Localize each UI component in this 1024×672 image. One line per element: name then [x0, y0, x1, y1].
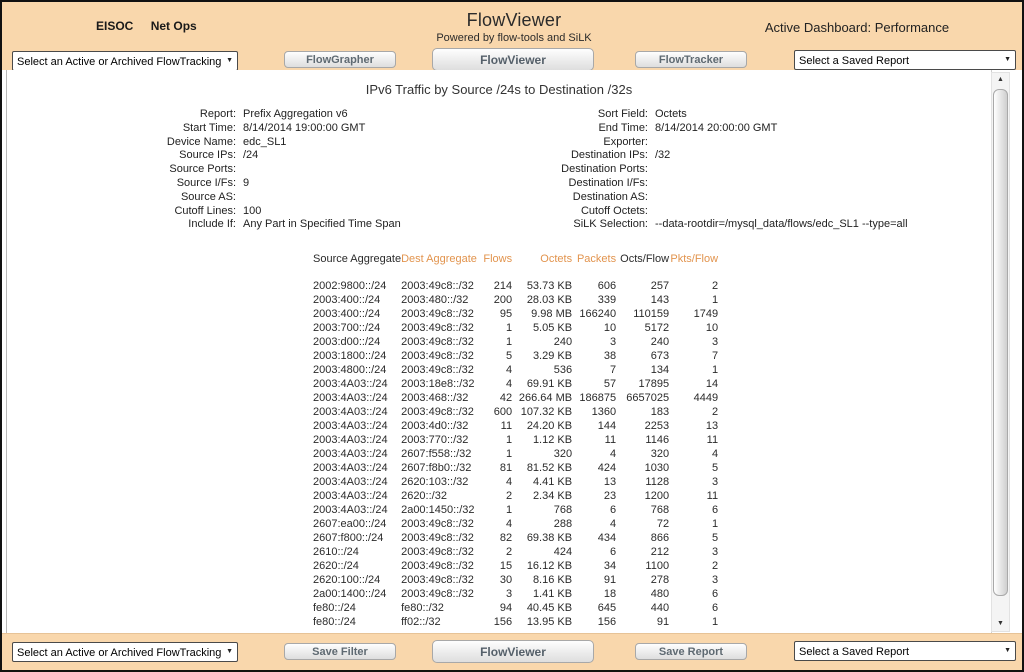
table-row — [313, 405, 718, 419]
column-header-packets[interactable]: Packets — [576, 253, 617, 265]
table-cell: 200 — [493, 294, 513, 306]
report-title: IPv6 Traffic by Source /24s to Destination /32s — [365, 82, 633, 97]
table-cell: 2003:4A03::/24 — [313, 490, 388, 502]
report-param-row — [515, 163, 908, 177]
table-row — [313, 601, 718, 615]
report-param-row — [515, 218, 908, 232]
table-cell: 144 — [597, 420, 617, 432]
saved-report-select-top-control[interactable] — [795, 52, 1015, 70]
table-cell: 1 — [505, 504, 513, 516]
table-cell: 82 — [499, 532, 513, 544]
table-cell: 2003:480::/32 — [401, 294, 469, 306]
table-cell: 212 — [650, 546, 670, 558]
table-cell: 11 — [500, 420, 513, 432]
report-param-row — [103, 218, 401, 232]
table-row — [313, 531, 718, 545]
table-cell: 2607:f800::/24 — [313, 532, 384, 544]
table-cell: 257 — [650, 280, 670, 292]
table-cell: 91 — [603, 574, 617, 586]
table-cell: 3 — [711, 336, 719, 348]
table-cell: 69.38 KB — [526, 532, 573, 544]
report-param-row — [515, 191, 908, 205]
table-cell: 81 — [499, 462, 513, 474]
report-param-row — [515, 108, 908, 122]
table-cell: 1360 — [591, 406, 617, 418]
param-label: Start Time: — [182, 121, 236, 134]
table-cell: 4 — [609, 448, 617, 460]
table-cell: 143 — [650, 294, 670, 306]
report-param-row — [103, 108, 401, 122]
table-row — [313, 391, 718, 405]
saved-report-select-top[interactable] — [794, 50, 1016, 70]
table-cell: 10 — [603, 322, 617, 334]
report-param-row — [103, 136, 401, 150]
table-cell: 2003:49c8::/32 — [401, 280, 474, 292]
param-label: Exporter: — [603, 135, 648, 148]
table-cell: 1146 — [645, 434, 670, 446]
table-cell: 16.12 KB — [526, 560, 573, 572]
app-title: FlowViewer — [466, 10, 562, 30]
table-cell: 183 — [650, 406, 670, 418]
table-cell: 13.95 KB — [526, 616, 573, 628]
save-filter-button[interactable]: Save Filter — [284, 643, 396, 660]
table-cell: 4 — [609, 518, 617, 530]
table-cell: 434 — [597, 532, 617, 544]
table-cell: 2253 — [644, 420, 670, 432]
table-cell: 4 — [505, 518, 513, 530]
table-cell: 1749 — [693, 308, 719, 320]
table-cell: 2.34 KB — [532, 490, 573, 502]
chevron-down-icon: ▼ — [226, 648, 233, 655]
table-cell: 1100 — [645, 560, 670, 572]
table-cell: 2 — [711, 280, 719, 292]
report-param-row — [515, 177, 908, 191]
table-cell: 110159 — [633, 308, 670, 320]
table-cell: 14 — [705, 378, 719, 390]
saved-report-select-bottom-control[interactable] — [795, 643, 1015, 661]
table-row — [313, 293, 718, 307]
scroll-down-icon[interactable]: ▼ — [997, 620, 1004, 627]
app-subtitle: Powered by flow-tools and SiLK — [436, 32, 592, 44]
app-header — [314, 10, 714, 44]
vertical-scrollbar[interactable] — [991, 72, 1010, 632]
table-row — [313, 545, 718, 559]
table-cell: 5 — [711, 532, 719, 544]
report-param-row — [515, 205, 908, 219]
table-cell: 11 — [706, 434, 719, 446]
table-cell: 2003:4800::/24 — [313, 364, 387, 376]
table-cell: 2620::/24 — [313, 560, 359, 572]
param-label: End Time: — [598, 121, 648, 134]
table-row — [313, 279, 718, 293]
table-cell: 3 — [711, 546, 719, 558]
table-cell: 57 — [603, 378, 617, 390]
table-cell: 320 — [650, 448, 670, 460]
table-cell: 2003:4A03::/24 — [313, 420, 388, 432]
flowtracking-select-top-control[interactable] — [13, 53, 237, 71]
table-row — [313, 349, 718, 363]
table-cell: 18 — [603, 588, 617, 600]
saved-report-select-bottom[interactable] — [794, 641, 1016, 661]
flowviewer-button-top[interactable]: FlowViewer — [432, 48, 594, 71]
table-cell: 214 — [493, 280, 513, 292]
table-cell: fe80::/24 — [313, 616, 356, 628]
link-net-ops[interactable]: Net Ops — [150, 19, 197, 33]
table-cell: 2003:4A03::/24 — [313, 434, 388, 446]
table-cell: 2003:49c8::/32 — [401, 546, 474, 558]
report-content — [6, 70, 992, 636]
column-header-octets[interactable]: Octets — [540, 253, 573, 265]
report-param-row — [103, 191, 401, 205]
table-cell: 2003:700::/24 — [313, 322, 381, 334]
table-cell: 240 — [553, 336, 573, 348]
table-cell: 4 — [505, 378, 513, 390]
table-cell: 4 — [505, 364, 513, 376]
param-label: Report: — [199, 108, 236, 120]
param-label: Destination Ports: — [561, 163, 648, 176]
table-row — [313, 559, 718, 573]
table-cell: 6657025 — [626, 392, 670, 404]
column-header-octs-flow: Octs/Flow — [620, 253, 670, 265]
column-header-flows[interactable]: Flows — [483, 253, 513, 265]
param-value: edc_SL1 — [243, 135, 287, 148]
table-cell: 1.12 KB — [532, 434, 573, 446]
table-cell: 6 — [609, 546, 617, 558]
table-cell: 2607:f8b0::/32 — [401, 462, 472, 474]
param-value: Prefix Aggregation v6 — [243, 108, 348, 120]
table-cell: 1.41 KB — [532, 588, 573, 600]
table-cell: 2003:49c8::/32 — [401, 532, 474, 544]
report-param-row — [103, 163, 401, 177]
flowtracking-select-top[interactable] — [12, 51, 238, 71]
table-cell: 3 — [711, 476, 719, 488]
table-cell: 5172 — [644, 322, 670, 334]
table-row — [313, 503, 718, 517]
table-cell: 81.52 KB — [526, 462, 573, 474]
table-cell: 2003:49c8::/32 — [401, 336, 474, 348]
param-label: Source IPs: — [179, 149, 236, 162]
table-cell: 3 — [609, 336, 617, 348]
table-cell: 645 — [597, 602, 617, 614]
table-cell: 186875 — [579, 392, 617, 404]
param-label: Source AS: — [180, 190, 236, 203]
table-cell: 2003:49c8::/32 — [401, 406, 474, 418]
table-cell: 2003:49c8::/32 — [401, 518, 474, 530]
report-params-left — [103, 108, 401, 232]
table-cell: 320 — [553, 448, 573, 460]
table-cell: 2003:400::/24 — [313, 308, 381, 320]
param-label: Device Name: — [166, 135, 236, 148]
table-row — [313, 615, 718, 629]
scrollbar-thumb[interactable] — [993, 89, 1008, 596]
table-cell: 17895 — [638, 378, 670, 390]
table-cell: 866 — [650, 532, 670, 544]
param-label: Destination I/Fs: — [568, 176, 648, 189]
table-cell: 30 — [499, 574, 513, 586]
table-cell: 1200 — [644, 490, 670, 502]
table-cell: 600 — [493, 406, 513, 418]
flow-data-table — [313, 253, 718, 629]
table-cell: 2002:9800::/24 — [313, 280, 387, 292]
flowtracking-select-bottom-control[interactable] — [13, 644, 237, 662]
flowtracking-select-bottom[interactable] — [12, 642, 238, 662]
table-cell: 3 — [505, 588, 513, 600]
report-param-row — [103, 177, 401, 191]
table-cell: 1 — [505, 322, 513, 334]
table-cell: 266.64 MB — [518, 392, 573, 404]
table-cell: 1 — [711, 364, 719, 376]
param-value: Octets — [655, 108, 687, 120]
table-cell: 536 — [553, 364, 573, 376]
table-cell: 2003:4A03::/24 — [313, 406, 388, 418]
table-cell: 134 — [650, 364, 670, 376]
table-cell: 2620:103::/32 — [401, 476, 469, 488]
table-cell: 440 — [650, 602, 670, 614]
table-cell: 1 — [711, 616, 719, 628]
table-cell: 2003:d00::/24 — [313, 336, 381, 348]
table-cell: 13 — [603, 476, 617, 488]
table-cell: 2003:468::/32 — [401, 392, 469, 404]
param-label: Include If: — [188, 218, 236, 231]
param-value: 100 — [243, 204, 262, 217]
table-cell: 3 — [711, 574, 719, 586]
table-cell: 2003:4A03::/24 — [313, 448, 388, 460]
table-header-row — [313, 253, 718, 279]
table-cell: 278 — [650, 574, 670, 586]
flowtracker-button[interactable]: FlowTracker — [635, 51, 747, 68]
table-cell: 768 — [553, 504, 573, 516]
column-header-pkts-flow[interactable]: Pkts/Flow — [670, 253, 719, 265]
table-cell: 2003:49c8::/32 — [401, 364, 474, 376]
report-param-row — [515, 122, 908, 136]
table-cell: 53.73 KB — [526, 280, 573, 292]
chevron-down-icon: ▼ — [1004, 56, 1011, 63]
table-cell: 2003:770::/32 — [401, 434, 469, 446]
table-cell: 6 — [711, 602, 719, 614]
table-cell: 2620::/32 — [401, 490, 447, 502]
param-label: Sort Field: — [597, 108, 648, 120]
table-cell: 2003:49c8::/32 — [401, 308, 474, 320]
table-cell: 3.29 KB — [532, 350, 573, 362]
table-cell: 42 — [499, 392, 513, 404]
table-cell: 2 — [505, 546, 513, 558]
table-cell: 1 — [711, 294, 719, 306]
param-value: Any Part in Specified Time Span — [243, 218, 401, 231]
report-param-row — [515, 136, 908, 150]
table-cell: 2 — [505, 490, 513, 502]
flowviewer-button-bottom[interactable]: FlowViewer — [432, 640, 594, 663]
table-cell: 768 — [650, 504, 670, 516]
report-param-row — [103, 122, 401, 136]
table-row — [313, 321, 718, 335]
param-value: /32 — [655, 149, 671, 162]
table-row — [313, 335, 718, 349]
table-cell: 24.20 KB — [526, 420, 573, 432]
table-row — [313, 517, 718, 531]
table-cell: 10 — [705, 322, 719, 334]
table-cell: 1 — [505, 434, 513, 446]
table-cell: 1030 — [644, 462, 670, 474]
table-cell: 11 — [706, 490, 719, 502]
table-cell: 424 — [553, 546, 573, 558]
table-cell: 91 — [656, 616, 670, 628]
table-cell: 156 — [493, 616, 513, 628]
table-cell: 34 — [603, 560, 617, 572]
table-cell: 5 — [711, 462, 719, 474]
table-cell: 5.05 KB — [532, 322, 573, 334]
table-row — [313, 363, 718, 377]
table-row — [313, 587, 718, 601]
table-cell: 4.41 KB — [532, 476, 573, 488]
table-cell: 95 — [499, 308, 513, 320]
table-cell: 6 — [609, 504, 617, 516]
table-cell: 673 — [650, 350, 670, 362]
bottom-toolbar-band — [2, 633, 1022, 670]
param-label: Source I/Fs: — [176, 176, 236, 189]
column-header-dest-aggregate[interactable]: Dest Aggregate — [401, 253, 477, 265]
table-row — [313, 419, 718, 433]
table-cell: 2607:f558::/32 — [401, 448, 472, 460]
top-header-band — [2, 2, 1022, 70]
param-label: Destination IPs: — [570, 149, 648, 162]
table-cell: 4449 — [693, 392, 719, 404]
param-value: --data-rootdir=/mysql_data/flows/edc_SL1 --type=all — [655, 218, 908, 231]
param-label: Cutoff Octets: — [580, 204, 648, 217]
table-cell: 2003:49c8::/32 — [401, 588, 474, 600]
table-cell: 2003:4A03::/24 — [313, 378, 388, 390]
table-cell: 1 — [505, 448, 513, 460]
table-row — [313, 433, 718, 447]
table-cell: 2607:ea00::/24 — [313, 518, 387, 530]
table-cell: 1 — [505, 336, 513, 348]
table-cell: 2a00:1400::/24 — [313, 588, 387, 600]
table-cell: 2003:18e8::/32 — [401, 378, 475, 390]
param-label: Source Ports: — [169, 163, 236, 176]
table-row — [313, 447, 718, 461]
table-cell: 2003:49c8::/32 — [401, 322, 474, 334]
table-cell: 69.91 KB — [526, 378, 573, 390]
table-cell: 8.16 KB — [532, 574, 573, 586]
table-row — [313, 461, 718, 475]
table-cell: 72 — [656, 518, 670, 530]
table-cell: 2003:49c8::/32 — [401, 560, 474, 572]
table-cell: 2 — [711, 406, 719, 418]
param-label: Destination AS: — [572, 190, 648, 203]
table-cell: 23 — [603, 490, 617, 502]
report-param-row — [103, 205, 401, 219]
table-cell: 7 — [711, 350, 719, 362]
table-cell: 2003:4d0::/32 — [401, 420, 469, 432]
report-param-row — [103, 149, 401, 163]
table-cell: 2003:1800::/24 — [313, 350, 387, 362]
report-params-right — [515, 108, 908, 232]
active-dashboard-label: Active Dashboard: Performance — [764, 20, 950, 35]
table-cell: 4 — [711, 448, 719, 460]
chevron-down-icon: ▼ — [1004, 647, 1011, 654]
table-row — [313, 573, 718, 587]
table-cell: 2003:49c8::/32 — [401, 350, 474, 362]
table-row — [313, 307, 718, 321]
table-cell: 7 — [609, 364, 617, 376]
chevron-down-icon: ▼ — [226, 57, 233, 64]
table-cell: 6 — [711, 588, 719, 600]
table-cell: 28.03 KB — [526, 294, 573, 306]
table-cell: 4 — [505, 476, 513, 488]
table-cell: 2620:100::/24 — [313, 574, 381, 586]
table-cell: 156 — [597, 616, 617, 628]
table-cell: 6 — [711, 504, 719, 516]
table-cell: 2 — [711, 560, 719, 572]
table-cell: 2003:4A03::/24 — [313, 476, 388, 488]
org-links — [96, 19, 211, 33]
table-cell: 11 — [604, 434, 617, 446]
table-cell: ff02::/32 — [401, 616, 441, 628]
table-cell: 2610::/24 — [313, 546, 359, 558]
table-cell: 107.32 KB — [520, 406, 573, 418]
table-cell: 166240 — [579, 308, 617, 320]
param-value: 8/14/2014 20:00:00 GMT — [655, 121, 778, 134]
param-value: 8/14/2014 19:00:00 GMT — [243, 121, 366, 134]
param-value: 9 — [243, 176, 250, 189]
param-label: SiLK Selection: — [573, 218, 648, 231]
link-eisoc[interactable]: EISOC — [96, 19, 134, 33]
table-cell: 38 — [603, 350, 617, 362]
table-cell: 1128 — [645, 476, 670, 488]
table-cell: 15 — [499, 560, 513, 572]
param-label: Cutoff Lines: — [174, 204, 236, 217]
table-cell: 2003:4A03::/24 — [313, 462, 388, 474]
table-cell: 9.98 MB — [531, 308, 573, 320]
report-param-row — [515, 149, 908, 163]
column-header-source-aggregate: Source Aggregate — [313, 253, 402, 265]
table-cell: 2003:400::/24 — [313, 294, 381, 306]
save-report-button[interactable]: Save Report — [635, 643, 747, 660]
table-cell: fe80::/24 — [313, 602, 356, 614]
table-cell: 240 — [650, 336, 670, 348]
table-cell: 2003:4A03::/24 — [313, 504, 388, 516]
table-cell: 2003:49c8::/32 — [401, 574, 474, 586]
table-cell: 5 — [505, 350, 513, 362]
table-cell: 606 — [597, 280, 617, 292]
table-cell: 339 — [597, 294, 617, 306]
table-row — [313, 475, 718, 489]
table-cell: 2003:4A03::/24 — [313, 392, 388, 404]
table-cell: 424 — [597, 462, 617, 474]
table-cell: 13 — [705, 420, 719, 432]
table-cell: 40.45 KB — [526, 602, 573, 614]
table-row — [313, 377, 718, 391]
table-cell: fe80::/32 — [401, 602, 444, 614]
table-cell: 2a00:1450::/32 — [401, 504, 475, 516]
flowgrapher-button[interactable]: FlowGrapher — [284, 51, 396, 68]
table-cell: 1 — [711, 518, 719, 530]
param-value: /24 — [243, 149, 259, 162]
scroll-up-icon[interactable]: ▲ — [997, 76, 1004, 83]
table-cell: 480 — [650, 588, 670, 600]
table-row — [313, 489, 718, 503]
table-cell: 94 — [499, 602, 513, 614]
table-cell: 288 — [553, 518, 573, 530]
